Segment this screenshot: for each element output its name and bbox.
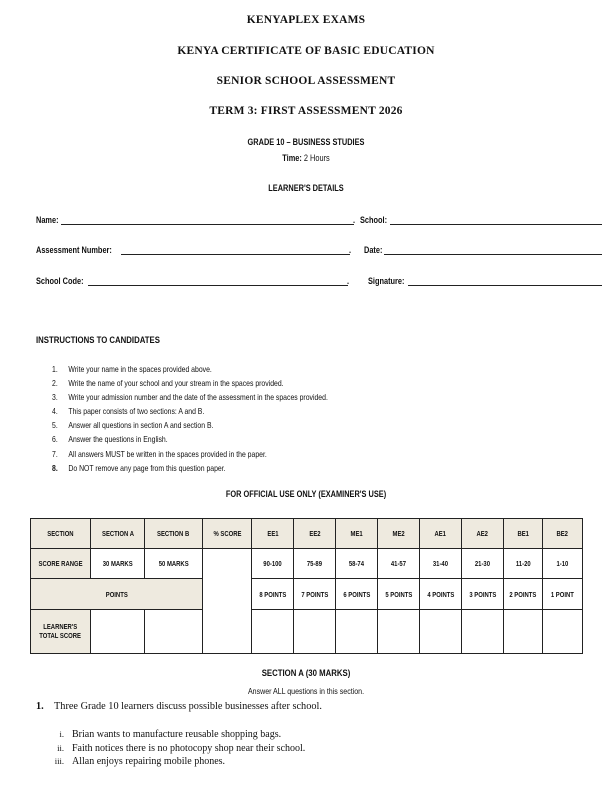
score-range-cell: 21-30 [462, 549, 504, 579]
instruction-item [52, 447, 478, 461]
name-line[interactable] [61, 214, 354, 225]
list-item [40, 742, 305, 756]
name-field[interactable] [36, 214, 354, 225]
question-1-items [40, 728, 305, 769]
points-cell: 2 POINTS [504, 579, 543, 609]
signature-line[interactable] [408, 275, 602, 286]
exam-body-title: KENYAPLEX EXAMS [246, 14, 366, 26]
instruction-item [52, 390, 478, 404]
points-label: POINTS [31, 579, 203, 609]
table-header-row [31, 519, 583, 549]
subject-title: GRADE 10 – BUSINESS STUDIES [247, 137, 365, 147]
school-label: School: [359, 215, 387, 225]
school-code-field[interactable] [36, 275, 348, 286]
assessment-number-line[interactable] [121, 244, 350, 255]
points-cell: 7 POINTS [294, 579, 336, 609]
points-cell: 6 POINTS [336, 579, 378, 609]
school-field[interactable] [353, 214, 602, 225]
instruction-text: Answer all questions in section A and section B. [68, 420, 214, 431]
table-header-cell: AE2 [462, 519, 504, 549]
item-number: i. [59, 729, 64, 739]
table-header-cell: EE1 [252, 519, 294, 549]
instruction-item [52, 376, 478, 390]
me2-score-cell[interactable] [378, 609, 420, 653]
points-row [31, 579, 583, 609]
table-header-cell: SECTION B [145, 519, 203, 549]
question-1 [36, 701, 322, 712]
field-row-3 [36, 275, 602, 289]
total-score-label: LEARNER'S TOTAL SCORE [31, 609, 91, 653]
instruction-text: Do NOT remove any page from this question paper. [68, 462, 226, 473]
instruction-number: 3. [52, 392, 58, 403]
score-range-cell: 41-57 [378, 549, 420, 579]
be1-score-cell[interactable] [504, 609, 543, 653]
item-text: Allan enjoys repairing mobile phones. [72, 756, 226, 768]
ae2-score-cell[interactable] [462, 609, 504, 653]
assessment-title: SENIOR SCHOOL ASSESSMENT [216, 75, 396, 87]
name-label: Name: [36, 215, 59, 225]
section-a-score-cell[interactable] [91, 609, 145, 653]
separator-dot: . [349, 245, 352, 255]
instruction-number: 2. [52, 378, 58, 389]
section-a-title: SECTION A (30 MARKS) [261, 668, 351, 679]
date-line[interactable] [384, 244, 602, 255]
signature-label: Signature: [367, 276, 405, 286]
official-use-table [30, 518, 583, 654]
separator-dot: . [353, 215, 356, 225]
certificate-title: KENYA CERTIFICATE OF BASIC EDUCATION [177, 45, 435, 57]
instruction-text: All answers MUST be written in the spaces provided in the paper. [68, 448, 267, 459]
be2-score-cell[interactable] [543, 609, 583, 653]
score-range-cell: 75-89 [294, 549, 336, 579]
instruction-text: Write the name of your school and your stream in the spaces provided. [68, 378, 284, 389]
table-header-cell: AE1 [420, 519, 462, 549]
score-range-label: SCORE RANGE [31, 549, 91, 579]
instruction-text: This paper consists of two sections: A and B. [68, 406, 205, 417]
score-range-cell: 1-10 [543, 549, 583, 579]
total-score-row [31, 609, 583, 653]
date-field[interactable] [349, 244, 602, 255]
ae1-score-cell[interactable] [420, 609, 462, 653]
instruction-number: 4. [52, 406, 58, 417]
points-cell: 3 POINTS [462, 579, 504, 609]
instruction-item [52, 432, 478, 446]
instruction-text: Write your name in the spaces provided above. [68, 364, 212, 374]
score-range-cell: 58-74 [336, 549, 378, 579]
official-use-title: FOR OFFICIAL USE ONLY (EXAMINER'S USE) [225, 489, 387, 499]
item-number: iii. [54, 756, 64, 767]
score-range-row [31, 549, 583, 579]
instruction-number: 6. [52, 434, 58, 445]
school-code-label: School Code: [36, 276, 84, 286]
section-a-instruction: Answer ALL questions in this section. [247, 686, 365, 696]
instruction-text: Write your admission number and the date of the assessment in the spaces provided. [68, 392, 328, 403]
table-header-cell: ME1 [336, 519, 378, 549]
assessment-number-field[interactable] [36, 244, 350, 255]
school-code-line[interactable] [88, 275, 348, 286]
instructions-title: INSTRUCTIONS TO CANDIDATES [36, 335, 160, 346]
separator-dot: . [347, 276, 350, 286]
list-item [40, 728, 305, 742]
table-header-cell: SECTION A [91, 519, 145, 549]
item-number: ii. [57, 742, 64, 753]
table-header-cell: ME2 [378, 519, 420, 549]
instruction-item [52, 362, 478, 376]
time-label: Time: [282, 153, 302, 163]
question-number: 1. [36, 701, 44, 712]
instruction-item [52, 404, 478, 418]
item-text: Faith notices there is no photocopy shop near their school. [72, 742, 306, 754]
assessment-number-label: Assessment Number: [36, 245, 112, 255]
section-b-score-cell[interactable] [145, 609, 203, 653]
points-cell: 1 POINT [543, 579, 583, 609]
ee1-score-cell[interactable] [252, 609, 294, 653]
instruction-item [52, 461, 478, 475]
time-line [55, 153, 557, 163]
ee2-score-cell[interactable] [294, 609, 336, 653]
school-line[interactable] [390, 214, 602, 225]
time-value: 2 Hours [301, 153, 330, 163]
points-cell: 4 POINTS [420, 579, 462, 609]
question-text: Three Grade 10 learners discuss possible businesses after school. [54, 701, 322, 712]
field-row-2 [36, 244, 602, 258]
instruction-item [52, 418, 478, 432]
table-header-cell: BE1 [504, 519, 543, 549]
section-a-marks: 30 MARKS [91, 549, 145, 579]
percent-score-cell[interactable] [203, 549, 252, 654]
field-row-1 [36, 214, 602, 228]
me1-score-cell[interactable] [336, 609, 378, 653]
term-title: TERM 3: FIRST ASSESSMENT 2026 [209, 105, 403, 117]
points-cell: 5 POINTS [378, 579, 420, 609]
section-b-marks: 50 MARKS [145, 549, 203, 579]
points-cell: 8 POINTS [252, 579, 294, 609]
score-range-cell: 90-100 [252, 549, 294, 579]
item-text: Brian wants to manufacture reusable shopping bags. [72, 729, 282, 740]
instruction-text: Answer the questions in English. [68, 434, 168, 445]
score-range-cell: 11-20 [504, 549, 543, 579]
learner-details-title: LEARNER'S DETAILS [268, 183, 344, 193]
date-label: Date: [363, 245, 382, 255]
instruction-number: 7. [52, 448, 58, 459]
table-header-cell: SECTION [31, 519, 91, 549]
list-item [40, 755, 305, 769]
table-header-cell: EE2 [294, 519, 336, 549]
instruction-number: 1. [52, 364, 58, 374]
instruction-number: 5. [52, 420, 58, 431]
table-header-cell: BE2 [543, 519, 583, 549]
instructions-list [52, 362, 478, 475]
table-header-cell: % SCORE [203, 519, 252, 549]
signature-field[interactable] [347, 275, 602, 286]
score-range-cell: 31-40 [420, 549, 462, 579]
instruction-number: 8. [52, 462, 58, 473]
